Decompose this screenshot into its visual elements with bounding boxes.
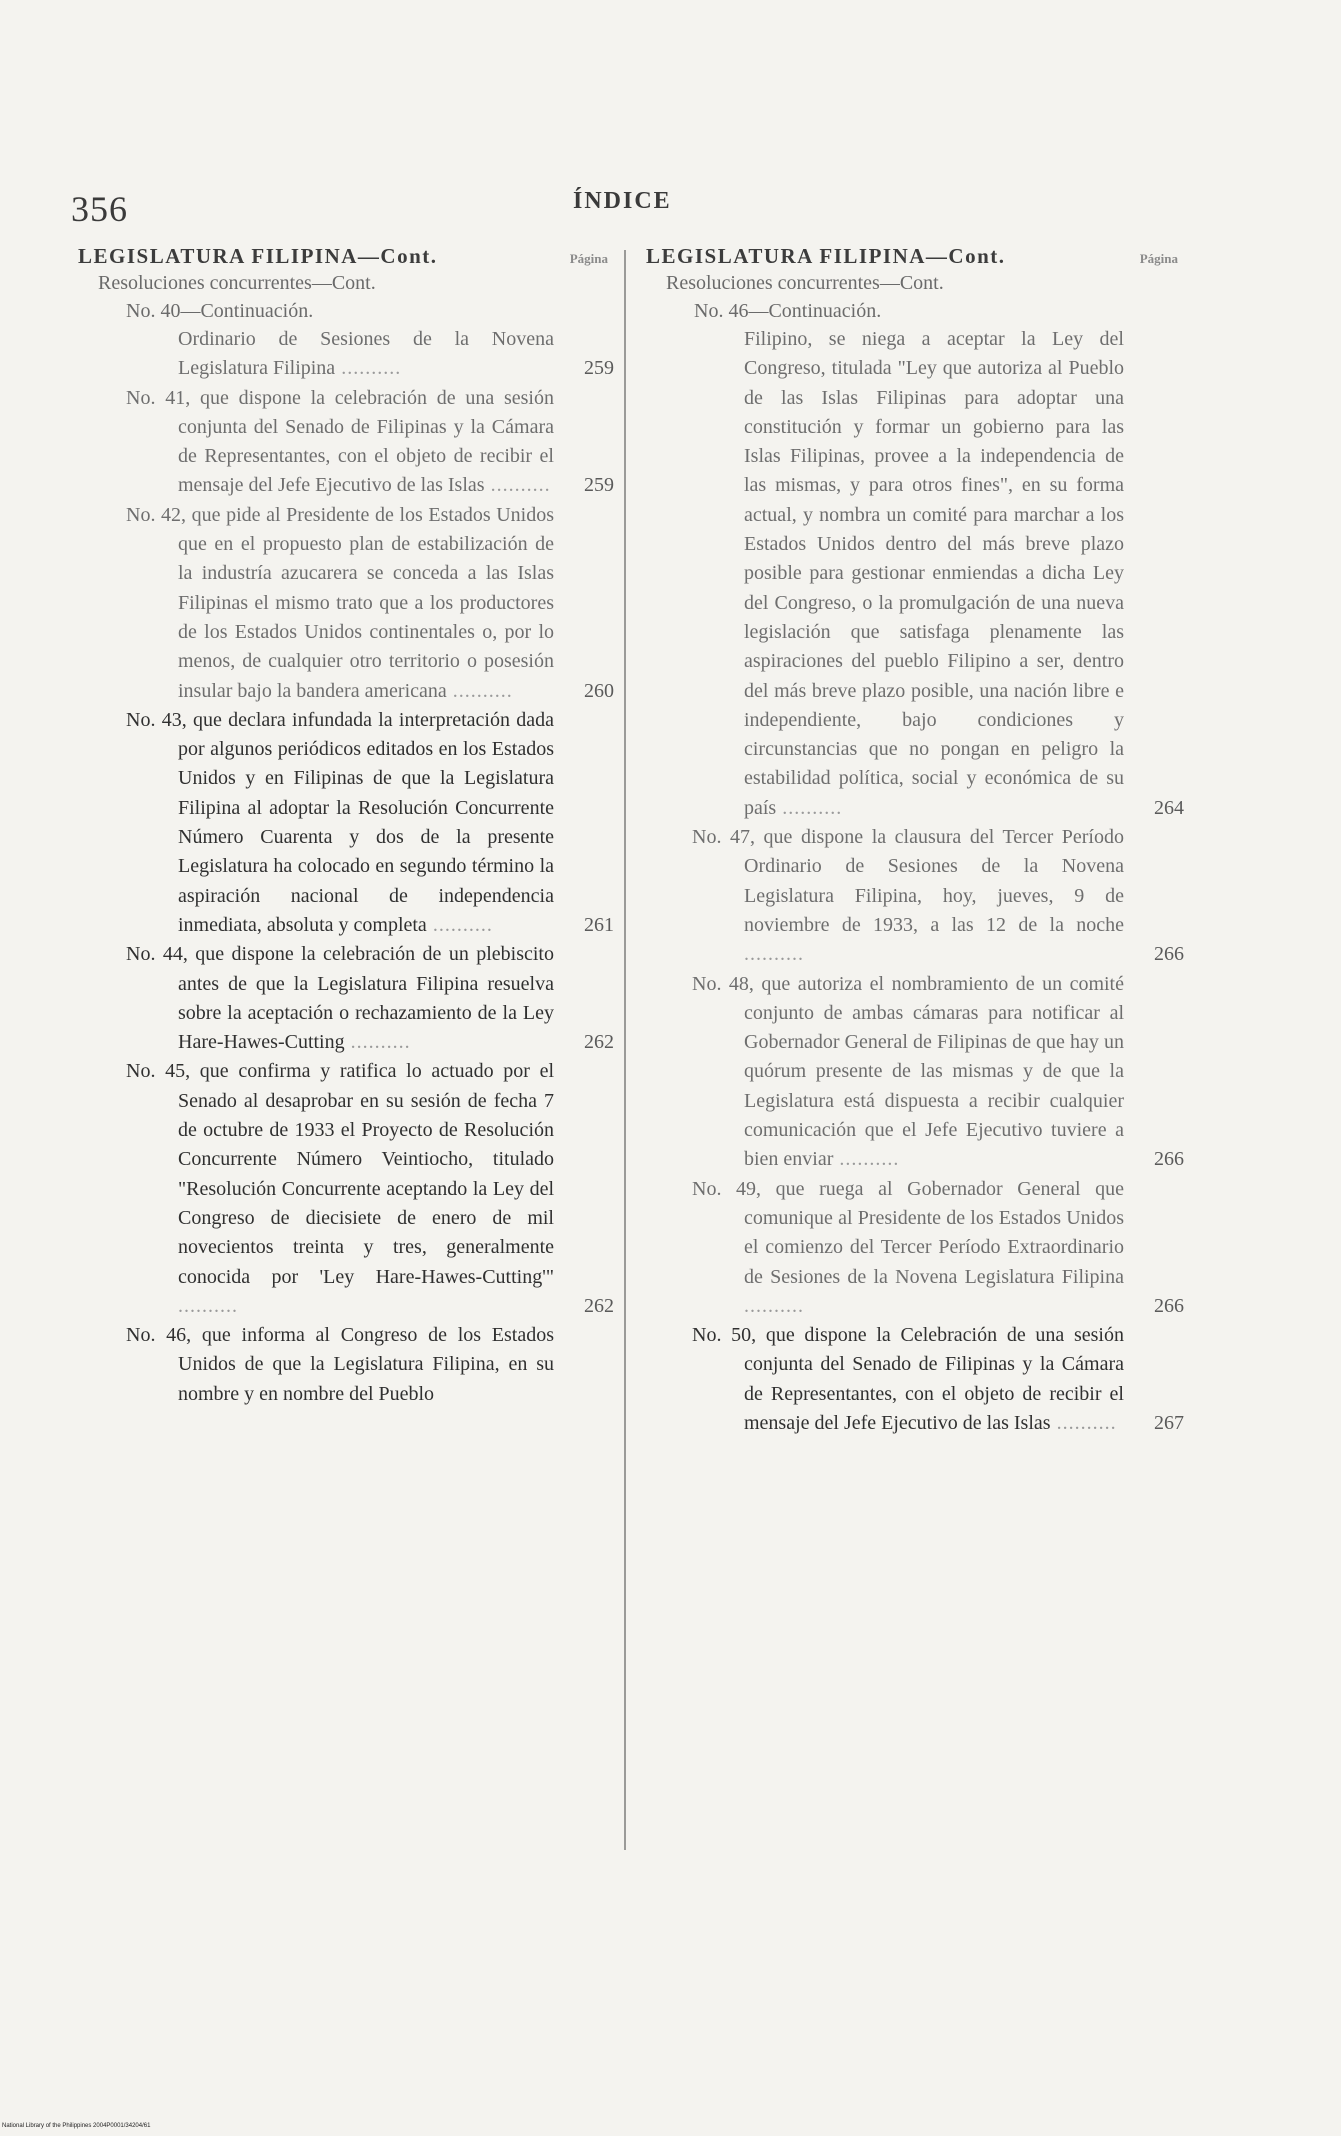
entry-text: Ordinario de Sesiones de la Novena Legislatura Filipina .......... [178, 328, 554, 380]
index-entry [78, 325, 614, 384]
right-page-label: Página [1139, 251, 1178, 266]
index-entry [78, 501, 614, 706]
right-section-heading [646, 244, 1184, 269]
dot-leader: .......... [484, 474, 551, 497]
entry-text: No. 46, que informa al Congreso de los Estados Unidos de que la Legislatura Filipina, en su nombre y en nombre del Pueblo [126, 1324, 554, 1405]
index-entry [646, 823, 1184, 969]
entry-page: 259 [584, 357, 614, 380]
entry-text: No. 44, que dispone la celebración de un plebiscito antes de que la Legislatura Filipina resuelva sobre la aceptación o rechazamiento de la Ley Hare-Hawes-Cutting .......... [126, 943, 554, 1054]
dot-leader: .......... [744, 1294, 804, 1317]
right-heading-title: LEGISLATURA FILIPINA—Cont. [646, 244, 1006, 268]
entry-text: No. 48, que autoriza el nombramiento de un comité conjunto de ambas cámaras para notificar al Gobernador General de Filipinas de que hay un quórum presente de las mismas y de que la Legislatura está dispuesta a recibir cualquier comunicación que el Jefe Ejecutivo tuviere a bien enviar .......... [692, 972, 1124, 1171]
index-entry [646, 970, 1184, 1175]
entry-text: No. 45, que confirma y ratifica lo actuado por el Senado al desaprobar en su sesión de fecha 7 de octubre de 1933 el Proyecto de Resolución Concurrente Número Veintiocho, titulado "Resolución Concurrente aceptando la Ley del Congreso de diecisiete de enero de mil novecientos treinta y tres, generalmente conocida por 'Ley Hare-Hawes-Cutting'" .......... [126, 1060, 554, 1317]
index-entry [78, 1321, 614, 1409]
entry-text: No. 50, que dispone la Celebración de una sesión conjunta del Senado de Filipinas y la Cámara de Representantes, con el objeto de recibir el mensaje del Jefe Ejecutivo de las Islas .......... [692, 1324, 1124, 1434]
scan-footer: National Library of the Philippines 2004P0001/34204/61 [2, 2123, 151, 2129]
entry-page: 266 [1154, 1294, 1184, 1317]
index-entry [646, 1321, 1184, 1438]
dot-leader: .......... [178, 1294, 238, 1317]
dot-leader: .......... [344, 1031, 411, 1054]
entry-text: No. 49, que ruega al Gobernador General que comunique al Presidente de los Estados Unidos el comienzo del Tercer Período Extraordinario de Sesiones de la Novena Legislatura Filipina .......... [692, 1177, 1124, 1317]
left-heading-title: LEGISLATURA FILIPINA—Cont. [78, 244, 438, 268]
left-section-heading [78, 244, 614, 269]
entry-page: 264 [1154, 796, 1184, 819]
left-column [78, 244, 614, 1409]
dot-leader: .......... [426, 913, 493, 936]
entry-page: 266 [1154, 943, 1184, 966]
left-continuation: No. 40—Continuación. [126, 300, 314, 322]
index-entry [78, 706, 614, 940]
index-entry [646, 1175, 1184, 1321]
dot-leader: .......... [833, 1148, 900, 1171]
index-entry [646, 325, 1184, 823]
entry-page: 262 [584, 1031, 614, 1054]
dot-leader: .......... [776, 796, 843, 819]
right-continuation: No. 46—Continuación. [694, 300, 882, 322]
entry-page: 261 [584, 913, 614, 936]
entry-page: 267 [1154, 1411, 1184, 1434]
index-entry [78, 384, 614, 501]
right-column [646, 244, 1184, 1438]
entry-page: 259 [584, 474, 614, 497]
entry-text: No. 43, que declara infundada la interpretación dada por algunos periódicos editados en los Estados Unidos y en Filipinas de que la Legislatura Filipina al adoptar la Resolución Concurrente Número Cuarenta y dos de la presente Legislatura ha colocado en segundo término la aspiración nacional de independencia inmediata, absoluta y completa .......... [126, 708, 554, 936]
entry-text: Filipino, se niega a aceptar la Ley del Congreso, titulada "Ley que autoriza al Pueblo de las Islas Filipinas para adoptar una constitución y formar un gobierno para las Islas Filipinas, provee a la independencia de las mismas, y para otros fines", en su forma actual, y nombra un comité para marchar a los Estados Unidos dentro del más breve plazo posible para gestionar enmiendas a dicha Ley del Congreso, o la promulgación de una nueva legislación que satisfaga plenamente las aspiraciones del pueblo Filipino a ser, dentro del más breve plazo posible, una nación libre e independiente, bajo condiciones y circunstancias que no pongan en peligro la estabilidad política, social y económica de su país .......... [744, 328, 1124, 819]
left-subheading: Resoluciones concurrentes—Cont. [98, 272, 376, 294]
left-page-label: Página [569, 251, 608, 266]
dot-leader: .......... [446, 679, 513, 702]
right-subheading: Resoluciones concurrentes—Cont. [666, 272, 944, 294]
page-number: 356 [71, 189, 128, 229]
entry-text: No. 42, que pide al Presidente de los Estados Unidos que en el propuesto plan de estabilización de la industría azucarera se conceda a las Islas Filipinas el mismo trato que a los productores de los Estados Unidos continentales o, por lo menos, de cualquier otro territorio o posesión insular bajo la bandera americana .......... [126, 503, 554, 702]
column-divider [624, 250, 626, 1850]
entry-page: 260 [584, 679, 614, 702]
running-head: ÍNDICE [573, 188, 672, 214]
entry-page: 266 [1154, 1148, 1184, 1171]
dot-leader: .......... [744, 943, 804, 966]
entry-text: No. 41, que dispone la celebración de una sesión conjunta del Senado de Filipinas y la Cámara de Representantes, con el objeto de recibir el mensaje del Jefe Ejecutivo de las Islas .......... [126, 386, 554, 497]
entry-page: 262 [584, 1294, 614, 1317]
dot-leader: .......... [1050, 1411, 1117, 1434]
dot-leader: .......... [335, 357, 402, 380]
index-entry [78, 940, 614, 1057]
entry-text: No. 47, que dispone la clausura del Tercer Período Ordinario de Sesiones de la Novena Legislatura Filipina, hoy, jueves, 9 de noviembre de 1933, a las 12 de la noche .......... [692, 826, 1124, 966]
index-entry [78, 1057, 614, 1321]
